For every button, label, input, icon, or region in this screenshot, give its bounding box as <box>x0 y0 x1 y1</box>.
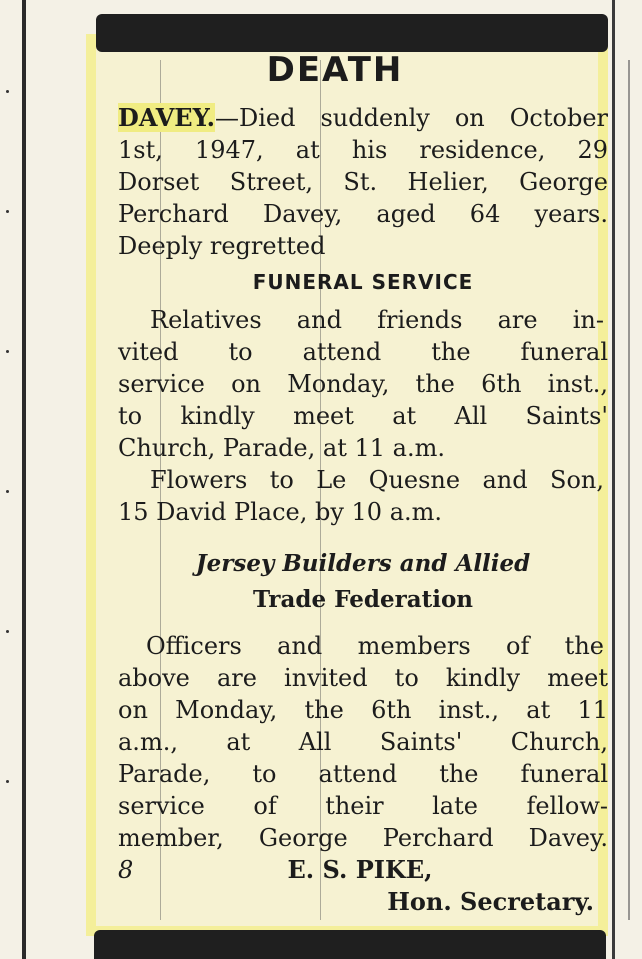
top-border-bar <box>96 14 608 52</box>
funeral-line-6: Flowers to Le Quesne and Son, <box>150 466 604 494</box>
signatory-title: Hon. Secretary. <box>387 887 594 916</box>
column-rule-left <box>22 0 26 959</box>
federation-line-2: above are invited to kindly meet <box>118 664 608 692</box>
funeral-line-4: to kindly meet at All Saints' <box>118 402 608 430</box>
notice-line-5: Deeply regretted <box>118 232 326 260</box>
signatory-name: E. S. PIKE, <box>287 855 433 884</box>
notice-line-4: Perchard Davey, aged 64 years. <box>118 200 608 228</box>
funeral-line-5: Church, Parade, at 11 a.m. <box>118 434 445 462</box>
funeral-line-3: service on Monday, the 6th inst., <box>118 370 608 398</box>
funeral-line-7: 15 David Place, by 10 a.m. <box>118 498 443 526</box>
margin-specks <box>6 90 16 890</box>
federation-line-6: service of their late fellow- <box>118 792 608 820</box>
notice-line-2: 1st, 1947, at his residence, 29 <box>118 136 608 164</box>
death-heading: DEATH <box>266 50 404 90</box>
funeral-line-1: Relatives and friends are in- <box>150 306 604 334</box>
funeral-service-heading: FUNERAL SERVICE <box>252 270 474 294</box>
mark-glyph: 8 <box>118 856 134 884</box>
federation-line-5: Parade, to attend the funeral <box>118 760 608 788</box>
federation-line-4: a.m., at All Saints' Church, <box>118 728 608 756</box>
federation-line-7: member, George Perchard Davey. <box>118 824 608 852</box>
federation-line-1: Officers and members of the <box>146 632 604 660</box>
notice-line-1: DAVEY.—Died suddenly on October <box>118 103 608 132</box>
surname-highlight: DAVEY. <box>118 103 215 132</box>
notice-line-3: Dorset Street, St. Helier, George <box>118 168 608 196</box>
column-rule-right <box>612 0 615 959</box>
column-rule-far-right <box>628 60 630 920</box>
federation-title-1: Jersey Builders and Allied <box>195 550 531 577</box>
funeral-line-2: vited to attend the funeral <box>118 338 608 366</box>
federation-title-2: Trade Federation <box>252 586 474 613</box>
federation-line-3: on Monday, the 6th inst., at 11 <box>118 696 608 724</box>
bottom-border-bar <box>94 930 606 959</box>
